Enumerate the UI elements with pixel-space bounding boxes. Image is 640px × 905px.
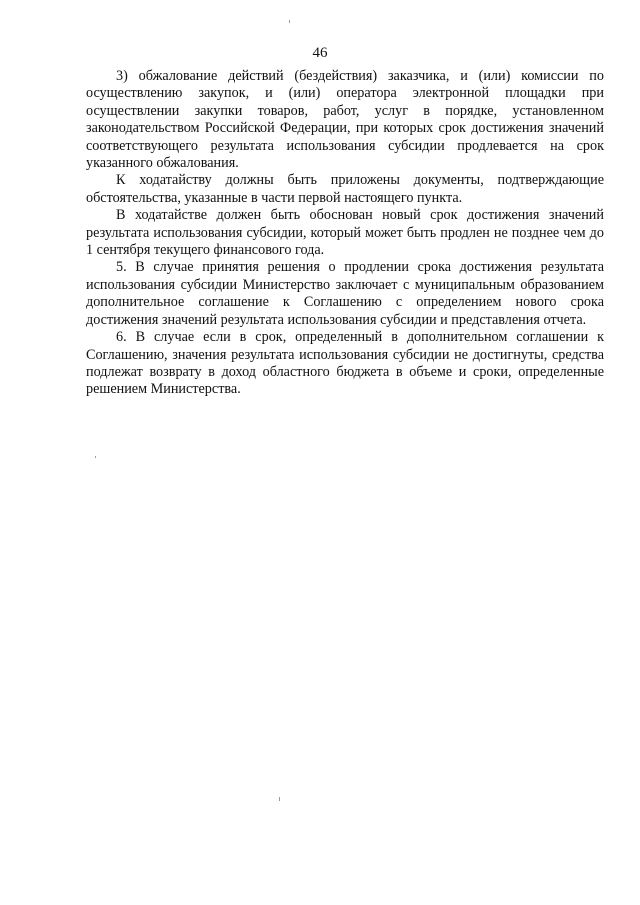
paragraph-new-deadline: В ходатайстве должен быть обоснован новый срок достижения значений результата использования субсидии, который может быть продлен не позднее чем до 1 сентября текущего финансового года. [86,207,604,259]
scan-speck-top [289,20,290,23]
paragraph-attached-documents: К ходатайству должны быть приложены документы, подтверждающие обстоятельства, указанные в части первой настоящего пункта. [86,172,604,206]
paragraph-appeal-clause: 3) обжалование действий (бездействия) заказчика, и (или) комиссии по осуществлению закупок, и (или) оператора электронной площадки при осуществлении закупки товаров, работ, услуг в порядке, установленном законодательством Российской Федерации, при которых срок достижения значений соответствующего результата использования субсидии продлевается на срок указанного обжалования. [86,68,604,172]
scan-speck-left [95,456,96,458]
scan-speck-bottom [279,797,280,801]
page-number: 46 [312,45,328,61]
document-body [86,68,604,399]
paragraph-item-6: 6. В случае если в срок, определенный в дополнительном соглашении к Соглашению, значения результата использования субсидии не достигнуты, средства подлежат возврату в доход областного бюджета в объеме и сроки, определенные решением Министерства. [86,329,604,398]
paragraph-item-5: 5. В случае принятия решения о продлении срока достижения результата использования субсидии Министерство заключает с муниципальным образованием дополнительное соглашение к Соглашению с определением нового срока достижения значений результата использования субсидии и представления отчета. [86,259,604,328]
